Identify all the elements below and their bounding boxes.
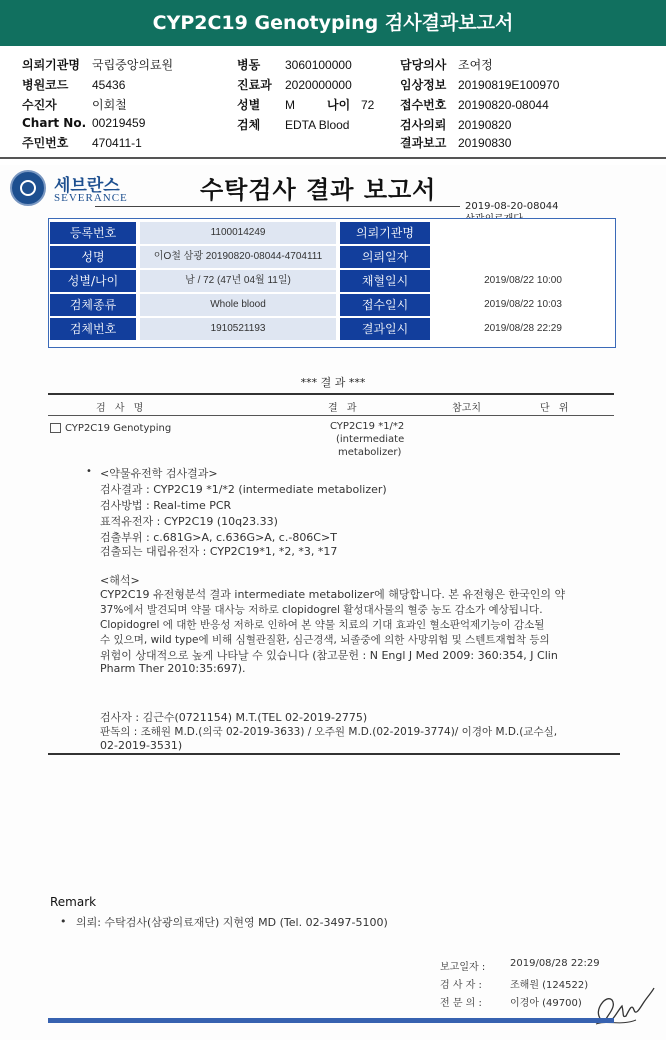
logo-english: SEVERANCE	[54, 192, 128, 204]
footer-value: 조해원 (124522)	[510, 980, 589, 991]
table-label: 검체종류	[50, 294, 136, 316]
info-chart-no	[22, 116, 145, 130]
info-request-date	[400, 116, 511, 133]
checkbox-icon	[50, 423, 61, 433]
table-label: 결과일시	[340, 318, 430, 340]
judges-line-2: 02-2019-3531)	[100, 739, 183, 752]
sticker-line-1: 2019-08-20-08044	[465, 201, 559, 212]
results-rule-bottom	[48, 753, 620, 755]
info-label: 담당의사	[400, 58, 447, 72]
table-value: Whole blood	[140, 294, 336, 316]
table-label: 성별/나이	[50, 270, 136, 292]
info-label: 검체	[237, 118, 261, 132]
results-heading: *** 결 과 ***	[300, 376, 366, 389]
info-value: 3060100000	[285, 58, 352, 72]
footer-value: 2019/08/28 22:29	[510, 958, 600, 969]
severance-seal-icon	[10, 170, 46, 206]
info-label: 의뢰기관명	[22, 58, 80, 72]
examiner-line: 검사자 : 김근수(0721154) M.T.(TEL 02-2019-2775)	[100, 711, 368, 724]
info-value: 45436	[92, 78, 126, 92]
info-hospital-code	[22, 76, 125, 93]
table-value: 2019/08/22 10:00	[484, 275, 562, 286]
pharm-line: 검사방법 : Real-time PCR	[100, 499, 232, 512]
table-label: 검체번호	[50, 318, 136, 340]
info-label: 주민번호	[22, 136, 69, 150]
info-value: 2020000000	[285, 78, 352, 92]
info-value: 20190820	[458, 118, 512, 132]
table-label: 등록번호	[50, 222, 136, 244]
info-label: 병동	[237, 58, 261, 72]
pharm-line: 표적유전자 : CYP2C19 (10q23.33)	[100, 515, 278, 528]
table-label: 성명	[50, 246, 136, 268]
info-label: 결과보고	[400, 136, 447, 150]
test-result-1: CYP2C19 *1/*2	[330, 421, 405, 432]
column-header-unit: 단 위	[540, 403, 572, 414]
info-clinical	[400, 76, 559, 93]
judges-line-1: 판독의 : 조해원 M.D.(의국 02-2019-3633) / 오주원 M.D.(02-2019-3774)/ 이경아 M.D.(교수실,	[100, 726, 558, 738]
table-value: 이O철 삼광 20190820-08044-4704111	[140, 246, 336, 268]
info-value: 이회철	[92, 98, 127, 112]
footer-label: 검 사 자 :	[440, 980, 482, 991]
table-label: 의뢰기관명	[340, 222, 430, 244]
info-sex	[237, 96, 374, 113]
info-value: 470411-1	[92, 136, 142, 150]
column-header-result: 결 과	[328, 403, 360, 414]
table-value: 1100014249	[140, 222, 336, 244]
table-value: 2019/08/28 22:29	[484, 323, 562, 334]
table-value: 1910521193	[140, 318, 336, 340]
table-value	[434, 246, 612, 268]
table-label: 의뢰일자	[340, 246, 430, 268]
footer-value: 이경아 (49700)	[510, 998, 582, 1009]
info-result-date	[400, 134, 511, 151]
pharm-heading: <약물유전학 검사결과>	[100, 467, 218, 480]
pharm-line: 검사결과 : CYP2C19 *1/*2 (intermediate metabolizer)	[100, 483, 387, 496]
table-value: 남 / 72 (47년 04월 11일)	[140, 270, 336, 292]
interp-line: 수 있으며, wild type에 비해 심혈관질환, 심근경색, 뇌졸중에 의한 사망위험 및 스텐트재협착 등의	[100, 634, 550, 646]
footer-label: 보고일자 :	[440, 962, 486, 973]
interp-line: CYP2C19 유전형분석 결과 intermediate metabolizer에 해당합니다. 본 유전형은 한국인의 약	[100, 588, 566, 601]
info-label: 수진자	[22, 98, 57, 112]
bullet-dot: •	[86, 466, 92, 477]
test-result-3: metabolizer)	[338, 447, 402, 458]
table-label: 접수일시	[340, 294, 430, 316]
info-hospital	[22, 56, 173, 73]
logo-korean: 세브란스	[54, 176, 120, 196]
pharm-line: 검출되는 대립유전자 : CYP2C19*1, *2, *3, *17	[100, 545, 338, 558]
report-title-bar	[0, 0, 666, 46]
info-value: 72	[361, 98, 375, 112]
info-value: M	[285, 98, 295, 112]
interp-line: Clopidogrel 에 대한 반응성 저하로 인하여 본 약물 치료의 기대 효과인 혈소판억제기능이 감소될	[100, 619, 545, 631]
header-divider	[0, 157, 666, 159]
info-label: 병원코드	[22, 78, 69, 92]
interp-line: Pharm Ther 2010:35:697).	[100, 662, 246, 675]
interp-heading: <해석>	[100, 574, 140, 587]
table-value: 2019/08/22 10:03	[484, 299, 562, 310]
pharm-line: 검출부위 : c.681G>A, c.636G>A, c.-806C>T	[100, 531, 337, 544]
info-label: 성별	[237, 98, 261, 112]
info-doctor	[400, 56, 493, 73]
table-label: 채혈일시	[340, 270, 430, 292]
info-resident-no	[22, 134, 142, 151]
info-specimen	[237, 116, 349, 133]
table-value	[434, 222, 612, 244]
info-value: 20190820-08044	[458, 98, 549, 112]
info-label: 검사의뢰	[400, 118, 447, 132]
report-heading: 수탁검사 결과 보고서	[200, 176, 437, 204]
report-title: CYP2C19 Genotyping 검사결과보고서	[152, 12, 514, 34]
test-name-row	[50, 423, 171, 434]
test-result-2: (intermediate	[336, 434, 405, 445]
info-label: 접수번호	[400, 98, 447, 112]
interp-line: 37%에서 발견되며 약물 대사능 저하로 clopidogrel 활성대사물의 혈중 농도 감소가 예상됩니다.	[100, 604, 543, 616]
info-value: 00219459	[92, 116, 146, 130]
info-label: 임상정보	[400, 78, 447, 92]
results-rule-mid	[48, 415, 614, 416]
report-bottom-bar	[48, 1018, 614, 1023]
remark-text: 의뢰: 수탁검사(삼광의료재단) 지현영 MD (Tel. 02-3497-5100)	[76, 916, 388, 929]
info-receipt-no	[400, 96, 549, 113]
info-value: 20190819E100970	[458, 78, 560, 92]
info-patient	[22, 96, 127, 113]
info-label: 진료과	[237, 78, 272, 92]
info-ward	[237, 56, 352, 73]
remark-title: Remark	[50, 895, 97, 909]
heading-underline	[95, 206, 460, 207]
info-value: 조여정	[458, 58, 493, 72]
info-value: 국립중앙의료원	[92, 58, 174, 72]
info-value: EDTA Blood	[285, 118, 350, 132]
test-name: CYP2C19 Genotyping	[65, 423, 172, 434]
info-label: 나이	[327, 98, 351, 112]
footer-label: 전 문 의 :	[440, 998, 482, 1009]
column-header-reference: 참고치	[452, 403, 481, 414]
info-label: Chart No.	[22, 116, 87, 130]
info-department	[237, 76, 352, 93]
interp-line: 위험이 상대적으로 높게 나타날 수 있습니다 (참고문헌 : N Engl J Med 2009: 360:354, J Clin	[100, 649, 558, 662]
info-value: 20190830	[458, 136, 512, 150]
column-header-test: 검 사 명	[96, 403, 147, 414]
results-rule-top	[48, 393, 614, 395]
remark-bullet: •	[60, 915, 67, 928]
